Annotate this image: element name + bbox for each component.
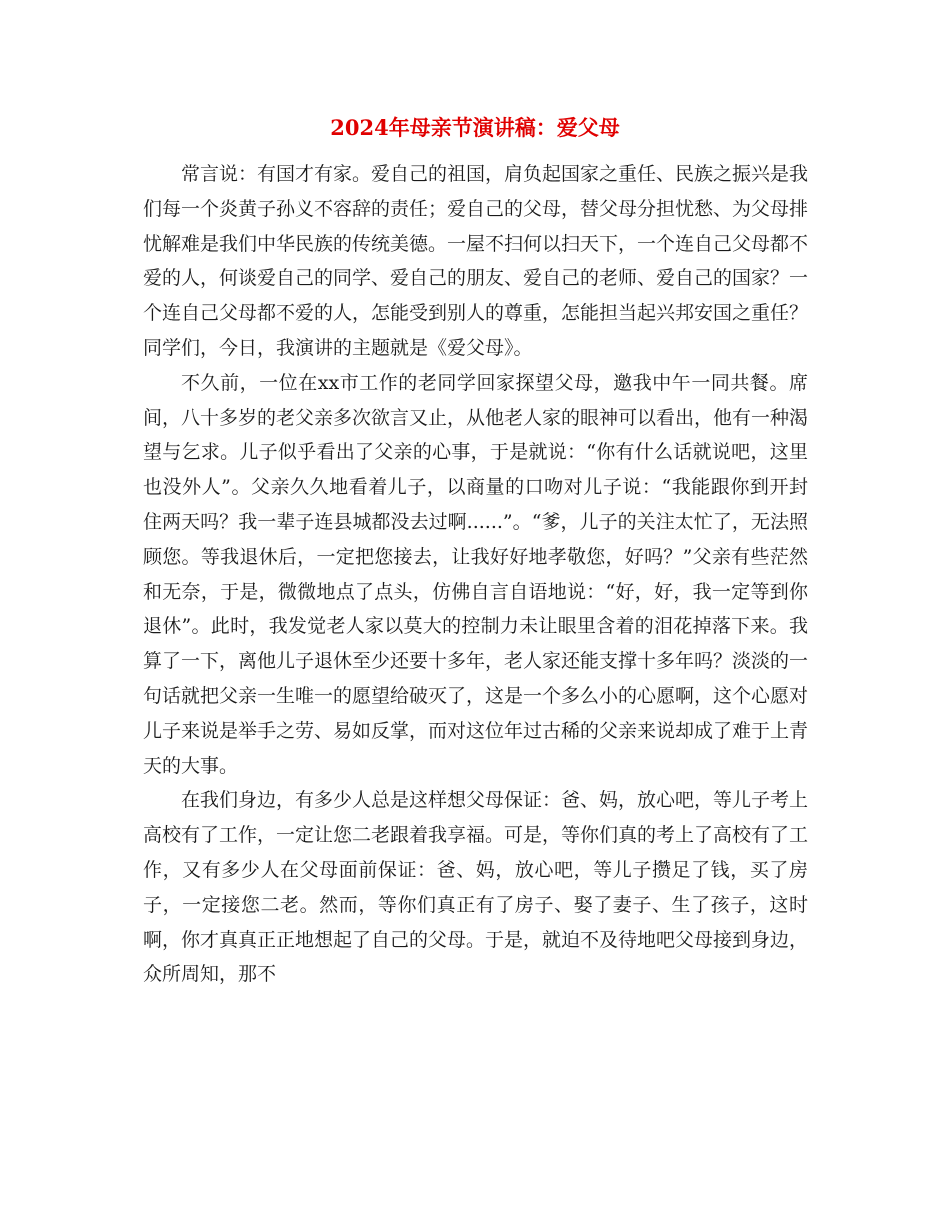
document-body [143,157,808,992]
page-title: 2024年母亲节演讲稿：爱父母 [330,115,620,140]
paragraph-3: 在我们身边，有多少人总是这样想父母保证：爸、妈，放心吧，等儿子考上高校有了工作，一定让您二老跟着我享福。可是，等你们真的考上了高校有了工作，又有多少人在父母面前保证：爸、妈，放心吧，等儿子攒足了钱，买了房子，一定接您二老。然而，等你们真正有了房子、娶了妻子、生了孩子，这时啊，你才真真正正地想起了自己的父母。于是，就迫不及待地吧父母接到身边，众所周知，那不 [143,789,809,986]
paragraph-1: 常言说：有国才有家。爱自己的祖国，肩负起国家之重任、民族之振兴是我们每一个炎黄子孙义不容辞的责任；爱自己的父母，替父母分担忧愁、为父母排忧解难是我们中华民族的传统美德。一屋不扫何以扫天下，一个连自己父母都不爱的人，何谈爱自己的同学、爱自己的朋友、爱自己的老师、爱自己的国家？一个连自己父母都不爱的人，怎能受到别人的尊重，怎能担当起兴邦安国之重任？同学们，今日，我演讲的主题就是《爱父母》。 [143,163,809,359]
paragraph-2: 不久前，一位在xx市工作的老同学回家探望父母，邀我中午一同共餐。席间，八十多岁的老父亲多次欲言又止，从他老人家的眼神可以看出，他有一种渴望与乞求。儿子似乎看出了父亲的心事，于是就说：“你有什么话就说吧，这里也没外人”。父亲久久地看着儿子，以商量的口吻对儿子说：“我能跟你到开封住两天吗？我一辈子连县城都没去过啊......”。“爹，儿子的关注太忙了，无法照顾您。等我退休后，一定把您接去，让我好好地孝敬您，好吗？”父亲有些茫然和无奈，于是，微微地点了点头，仿佛自言自语地说：“好，好，我一定等到你退休”。此时，我发觉老人家以莫大的控制力未让眼里含着的泪花掉落下来。我算了一下，离他儿子退休至少还要十多年，老人家还能支撑十多年吗？淡淡的一句话就把父亲一生唯一的愿望给破灭了，这是一个多么小的心愿啊，这个心愿对儿子来说是举手之劳、易如反掌，而对这位年过古稀的父亲来说却成了难于上青天的大事。 [143,371,809,777]
